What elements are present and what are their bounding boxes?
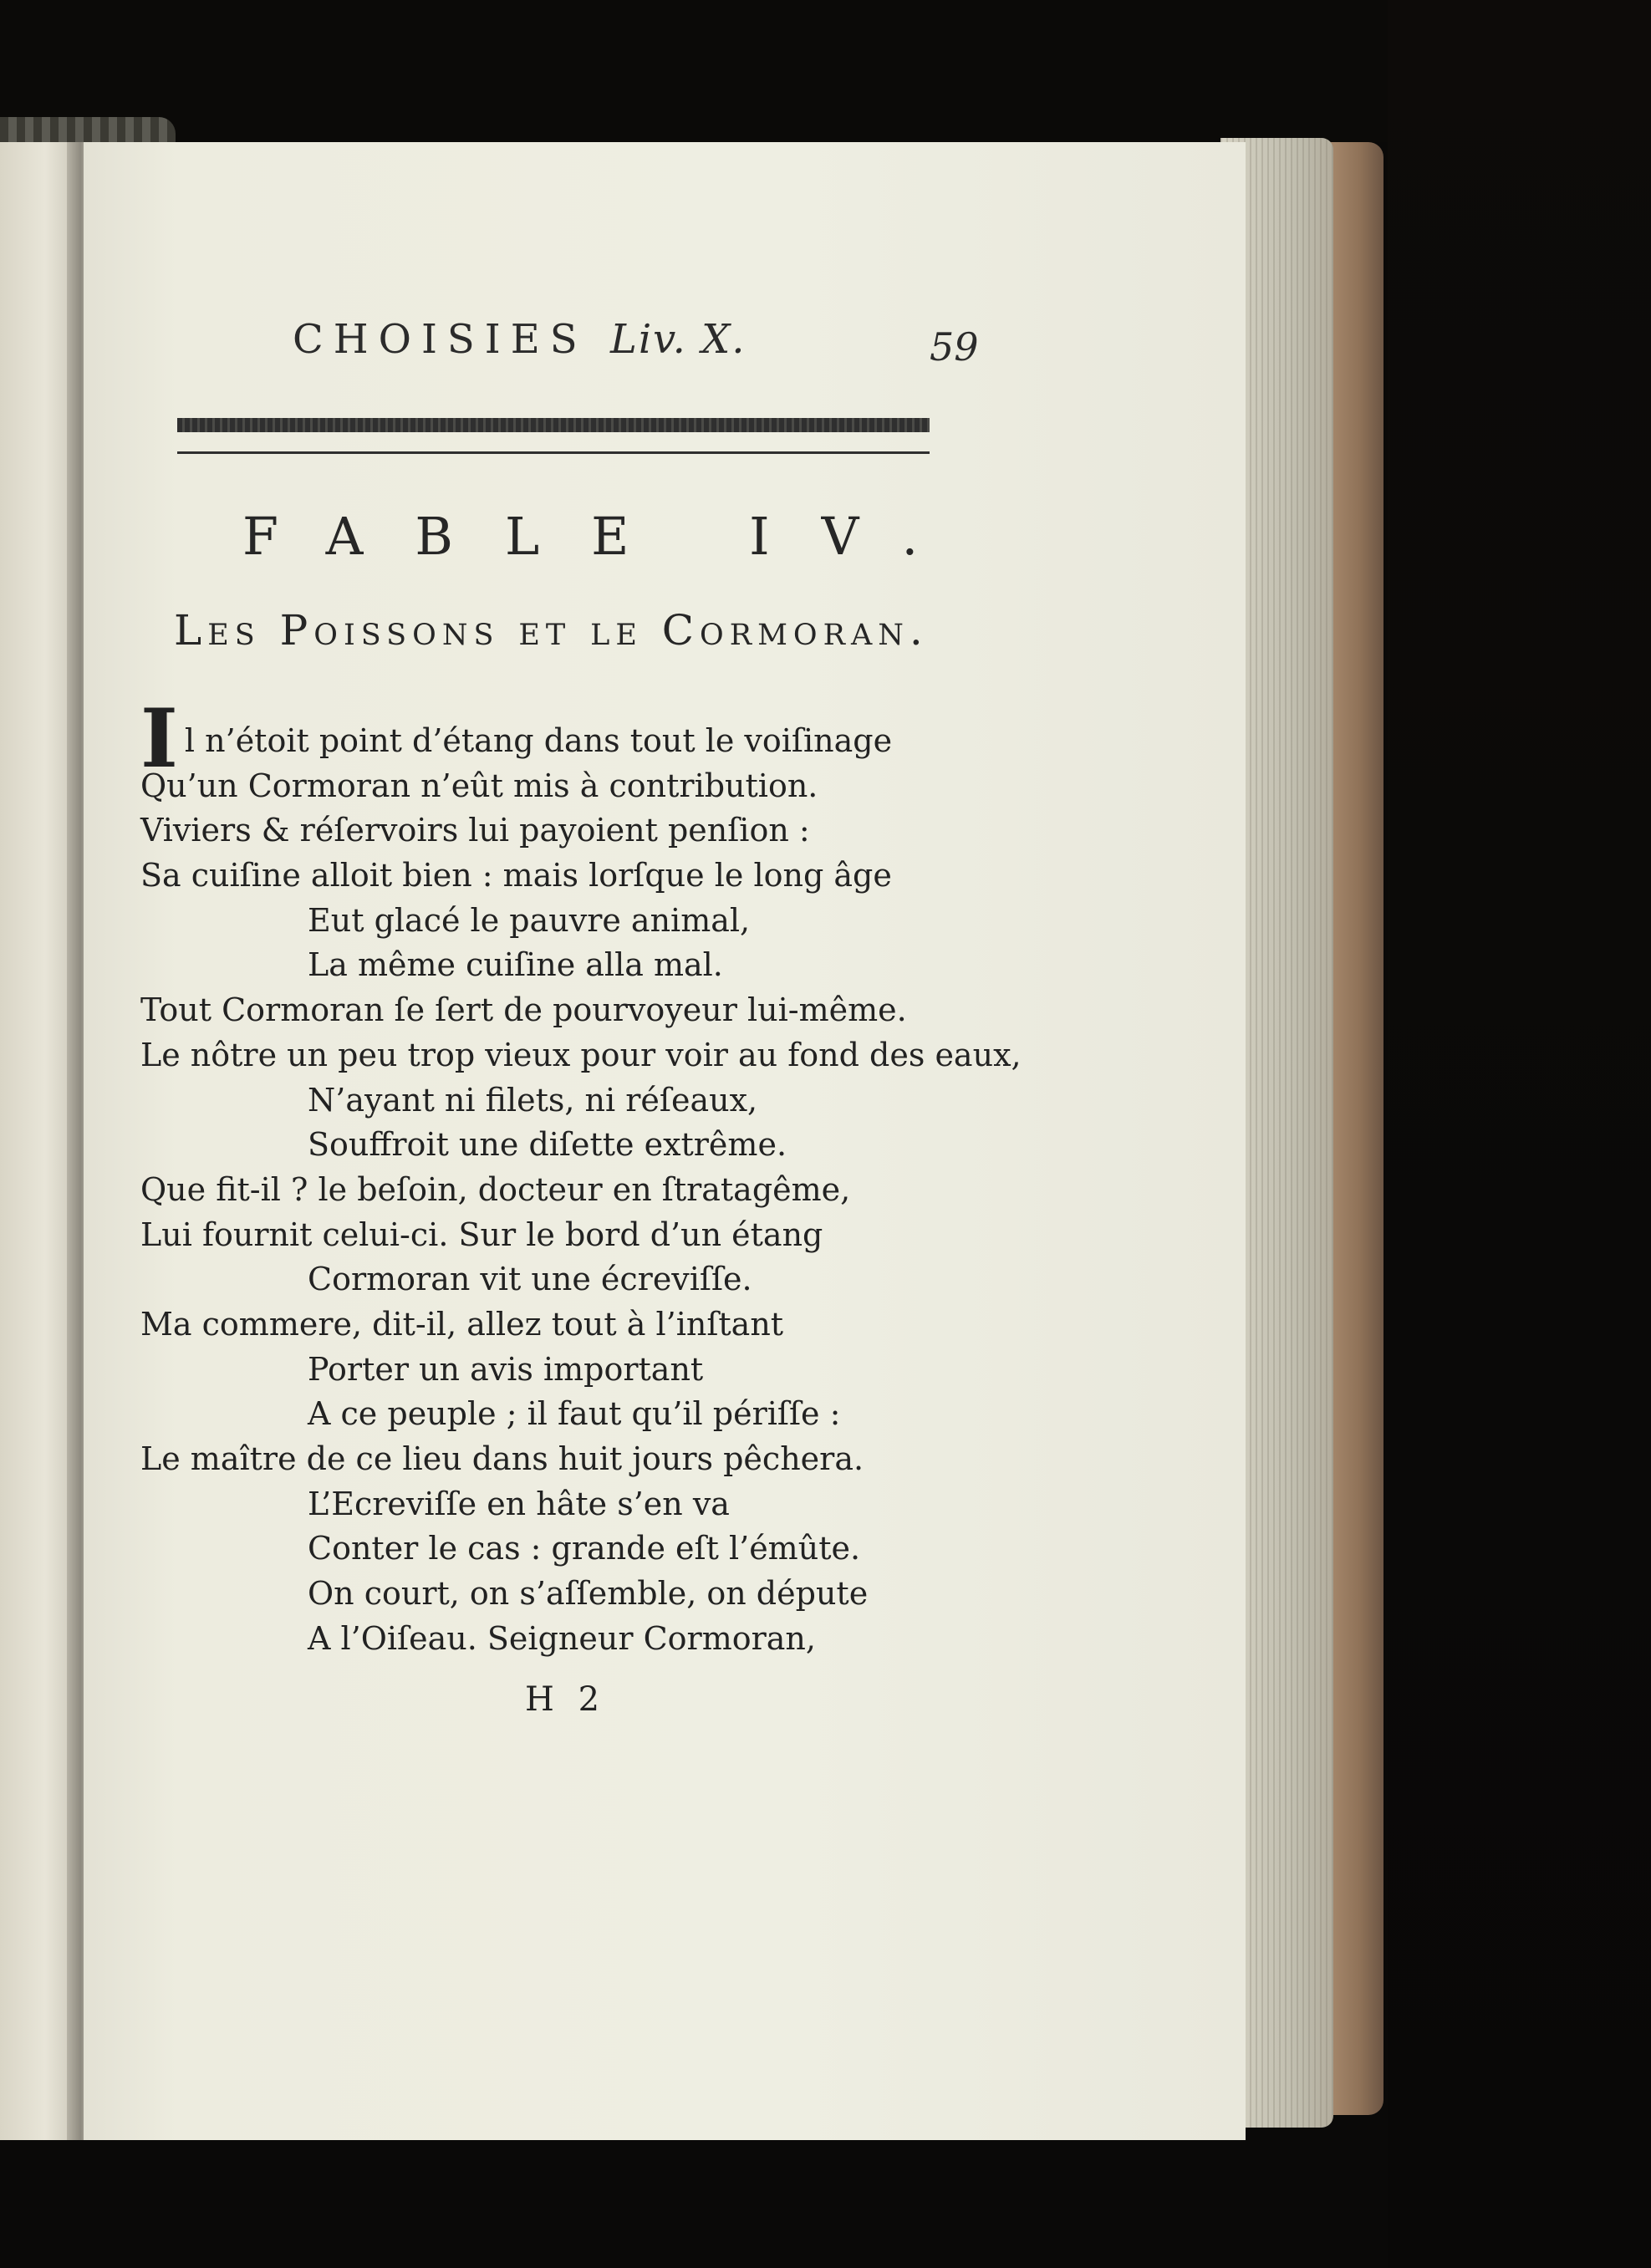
verse-lines: [140, 764, 1022, 1662]
dark-background-right: [1388, 0, 1651, 2268]
verse-line: Porter un avis important: [308, 1350, 704, 1388]
verse-line: Que fit-il ? le beſoin, docteur en ſtratagême,: [140, 1170, 851, 1208]
verse-line: Sa cuiſine alloit bien : mais lorſque le long âge: [140, 857, 892, 894]
drop-cap: I: [140, 691, 178, 786]
ornamental-rule: [177, 418, 930, 432]
fable-subtitle: Les Poissons et le Cormoran.: [174, 606, 929, 655]
verse-line: Ma commere, dit-il, allez tout à l’inſtant: [140, 1305, 784, 1343]
verse-line: Le maître de ce lieu dans huit jours pêchera.: [140, 1440, 864, 1477]
thin-rule: [177, 451, 930, 454]
verse-line: Eut glacé le pauvre animal,: [308, 901, 751, 939]
fable-title: FABLE IV.: [242, 506, 971, 567]
running-head-book: Liv. X.: [609, 316, 747, 363]
verse-line: Souffroit une diſette extrême.: [308, 1126, 787, 1164]
verse-line: L’Ecreviſſe en hâte s’en va: [308, 1485, 730, 1522]
verse-line: Viviers & réſervoirs lui payoient penſion :: [140, 812, 810, 849]
verse-line: Conter le cas : grande eſt l’émûte.: [308, 1530, 861, 1567]
verse-line: La même cuiſine alla mal.: [308, 946, 723, 984]
verse-line-text: l n’étoit point d’étang dans tout le voiſinage: [184, 722, 893, 759]
left-page-edge: [0, 142, 75, 2140]
verse-line: N’ayant ni filets, ni réſeaux,: [308, 1081, 758, 1119]
verse-line: On court, on s’aſſemble, on députe: [308, 1575, 869, 1613]
signature-mark: H 2: [525, 1680, 607, 1719]
running-head: [293, 316, 747, 363]
fable-verse: [140, 691, 1022, 1661]
verse-line: A l’Oiſeau. Seigneur Cormoran,: [308, 1619, 816, 1657]
verse-line: A ce peuple ; il faut qu’il périſſe :: [308, 1395, 841, 1433]
page-number: 59: [930, 324, 979, 370]
verse-line: Le nôtre un peu trop vieux pour voir au fond des eaux,: [140, 1036, 1022, 1073]
verse-line: Cormoran vit une écreviſſe.: [308, 1261, 752, 1298]
verse-line: Qu’un Cormoran n’eût mis à contribution.: [140, 767, 818, 804]
verse-line: Lui fournit celui-ci. Sur le bord d’un étang: [140, 1216, 823, 1253]
verse-line: Tout Cormoran ſe ſert de pourvoyeur lui-même.: [140, 991, 907, 1029]
running-head-title: CHOISIES: [293, 316, 588, 363]
